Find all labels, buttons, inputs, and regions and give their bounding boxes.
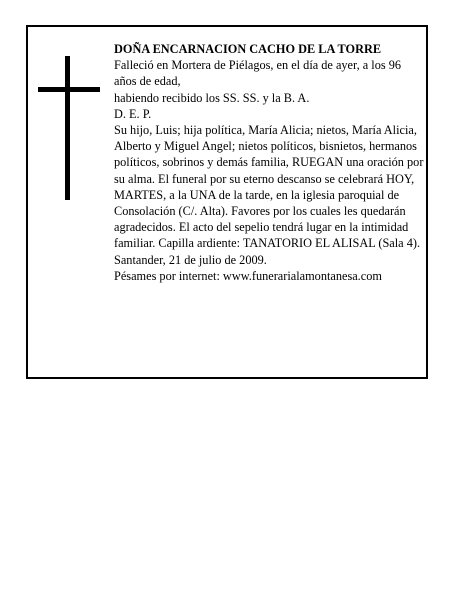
obituary-text (114, 41, 426, 284)
cross-vertical-bar (65, 56, 70, 200)
condolences-line: Pésames por internet: www.funerarialamontanesa.com (114, 268, 382, 283)
sacraments-line: habiendo recibido los SS. SS. y la B. A. (114, 90, 310, 105)
place-date: Santander, 21 de julio de 2009. (114, 252, 267, 267)
rest-in-peace: D. E. P. (114, 106, 152, 121)
deceased-name: DOÑA ENCARNACION CACHO DE LA TORRE (114, 42, 382, 56)
death-announcement: Falleció en Mortera de Piélagos, en el día de ayer, a los 96 años de edad, (114, 58, 402, 89)
cross-icon (38, 56, 100, 200)
cross-horizontal-bar (38, 87, 100, 92)
family-request: Su hijo, Luis; hija política, María Alicia; nietos, María Alicia, Alberto y Miguel Angel; nietos políticos, bisnietos, hermanos políticos, sobrinos y demás familia, RUEGAN una oración por su alma. El funeral por su eterno descanso se celebrará HOY, MARTES, a la UNA de la tarde, en la iglesia paroquial de Consolación (C/. Alta). Favores por los cuales les quedarán agradecidos. El acto del sepelio tendrá lugar en la intimidad familiar. Capilla ardiente: TANATORIO EL ALISAL (Sala 4). (114, 123, 424, 251)
obituary-notice (26, 25, 428, 379)
